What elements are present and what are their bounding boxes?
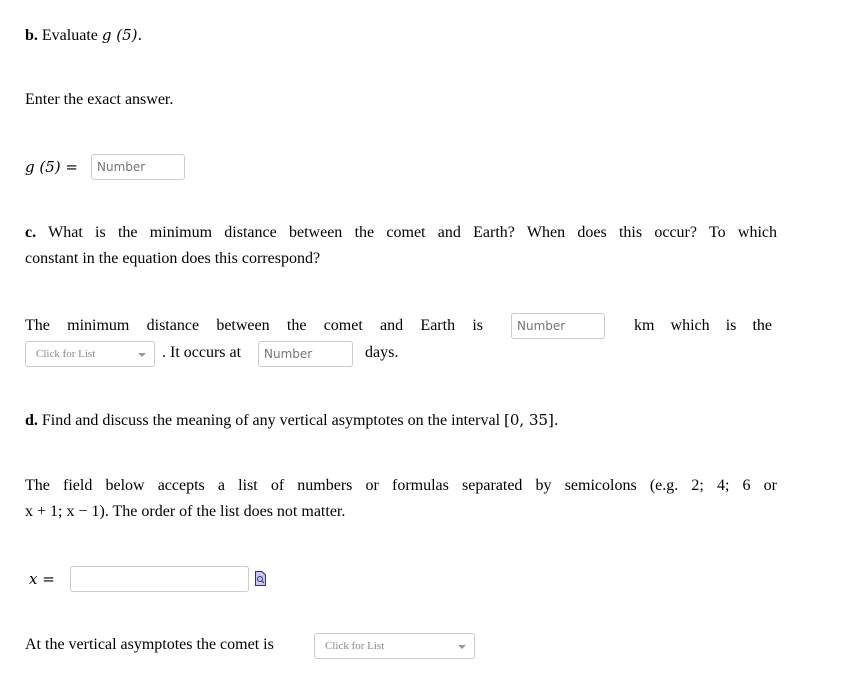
info-line2: x + 1; x − 1). The order of the list does not matter. [25,503,346,520]
x-label: x = [29,570,55,588]
equation-preview-icon[interactable] [255,571,266,586]
select-label: Click for List [36,348,96,360]
days-text: days. [365,344,399,361]
info-line1: The field below accepts a list of numbers or formulas separated by semicolons (e.g. 2; 4; 6 or [25,477,777,494]
min-distance-text: The minimum distance between the comet and Earth is [25,317,483,334]
asymptote-text: At the vertical asymptotes the comet is [25,636,274,653]
part-label: c. [25,224,37,241]
constant-select[interactable] [25,341,155,367]
instruction: Enter the exact answer. [25,91,174,108]
part-text: Find and discuss the meaning of any vertical asymptotes on the interval [41,412,501,429]
interval: [0, 35]. [504,411,559,429]
g5-label: g (5) = [25,158,78,176]
part-c-question-line1 [25,223,777,243]
part-d-heading [25,410,559,431]
chevron-down-icon [138,353,146,357]
asymptotes-input[interactable] [70,566,249,592]
km-text: km which is the [634,317,772,334]
question-text: What is the minimum distance between the comet and Earth? When does this occur? To which [48,224,777,241]
select-label: Click for List [325,640,385,652]
occurs-text: . It occurs at [162,344,242,361]
part-label: b. [25,27,38,44]
asymptote-select[interactable] [314,633,475,659]
chevron-down-icon [458,645,466,649]
min-distance-input[interactable] [511,313,605,339]
g5-answer-input[interactable] [91,154,185,180]
math-expression: g (5). [101,26,143,44]
part-text: Evaluate [41,27,98,44]
part-c-question-line2: constant in the equation does this correspond? [25,250,321,267]
occurs-days-input[interactable] [258,341,353,367]
part-label: d. [25,412,38,429]
part-b-heading [25,25,142,46]
